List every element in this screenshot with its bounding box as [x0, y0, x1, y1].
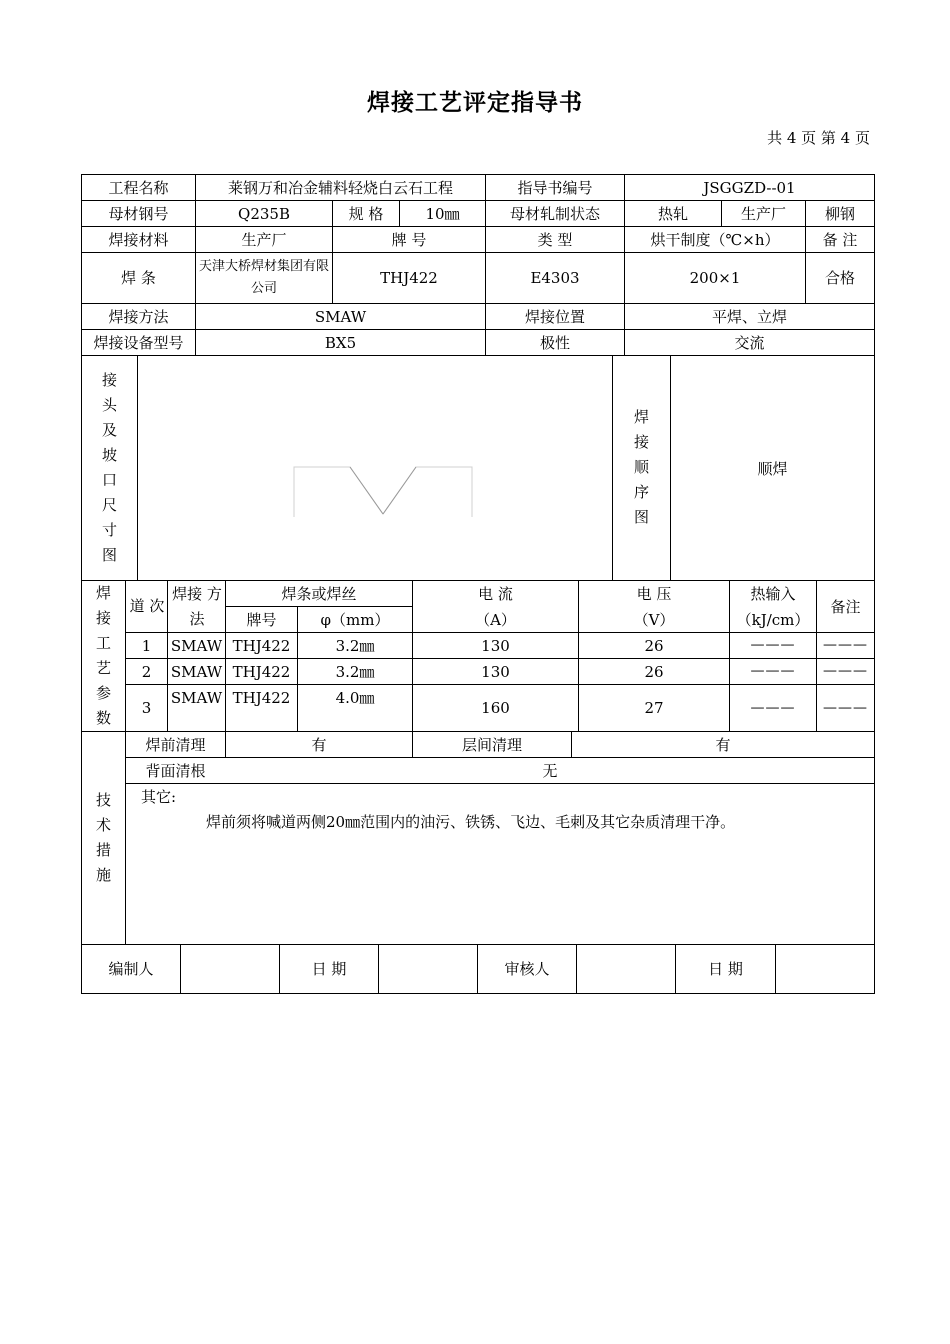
equipment-value: BX5	[324, 333, 357, 352]
col-method: 焊接 方法	[172, 584, 222, 628]
back-gouge-value: 无	[542, 761, 558, 780]
col-drying: 烘干制度（℃×h）	[650, 230, 780, 249]
joint-label-char: 坡	[101, 446, 117, 464]
measures-label-char: 施	[95, 866, 111, 884]
pass-cell: 1	[141, 636, 152, 655]
pass-cell: 3	[141, 699, 152, 717]
remark-cell: ———	[823, 699, 868, 716]
brand-cell: THJ422	[232, 688, 291, 707]
joint-label-char: 寸	[101, 521, 117, 539]
spec-label: 规 格	[348, 204, 384, 223]
row-divider	[125, 783, 875, 784]
voltage-cell: 26	[644, 636, 664, 655]
diameter-cell: 3.2㎜	[335, 662, 375, 681]
method-value: SMAW	[314, 307, 367, 326]
diameter-cell: 3.2㎜	[335, 636, 375, 655]
pass-cell: 2	[141, 662, 152, 681]
params-label-char: 艺	[95, 659, 111, 677]
roll-state-value: 热轧	[657, 204, 688, 223]
measures-label	[82, 788, 125, 888]
heat-cell: ———	[750, 663, 796, 680]
diameter-cell: 4.0㎜	[335, 688, 375, 707]
current-cell: 130	[481, 662, 510, 681]
other-label: 其它:	[141, 788, 177, 806]
editor-field[interactable]	[181, 945, 279, 993]
sequence-label-char: 图	[633, 508, 649, 526]
params-label-char: 数	[95, 709, 111, 727]
interpass-label: 层间清理	[461, 735, 522, 754]
current-cell: 130	[481, 636, 510, 655]
col-diameter: φ（mm）	[320, 610, 390, 629]
heat-cell: ———	[750, 637, 796, 654]
col-type: 类 型	[537, 230, 573, 249]
sequence-label-char: 接	[633, 433, 649, 451]
col-manufacturer: 生产厂	[241, 230, 287, 249]
remark-cell: ———	[823, 637, 868, 654]
materials-label: 焊接材料	[108, 230, 169, 249]
interpass-value: 有	[715, 735, 731, 754]
params-label-char: 工	[95, 634, 111, 652]
method-cell: SMAW	[170, 662, 223, 681]
base-steel-value: Q235B	[238, 204, 290, 223]
col-voltage-unit: （V）	[633, 610, 675, 629]
current-cell: 160	[481, 699, 510, 717]
joint-label	[82, 368, 137, 568]
col-current-unit: （A）	[475, 610, 516, 629]
manufacturer-value: 柳钢	[824, 204, 855, 223]
project-name-value: 莱钢万和冶金辅料轻烧白云石工程	[227, 178, 453, 197]
base-steel-label: 母材钢号	[108, 204, 169, 223]
params-label-char: 参	[95, 684, 111, 702]
table-border-bottom	[81, 993, 875, 994]
project-name-label: 工程名称	[108, 178, 169, 197]
equipment-label: 焊接设备型号	[93, 333, 184, 352]
joint-label-char: 尺	[101, 496, 117, 514]
other-text: 焊前须将喊道两侧20㎜范围内的油污、铁锈、飞边、毛刺及其它杂质清理干净。	[206, 813, 736, 831]
electrode-label: 焊 条	[121, 269, 156, 287]
sequence-label-char: 焊	[633, 408, 649, 426]
heat-cell: ———	[750, 699, 796, 716]
remark-cell: ———	[823, 663, 868, 680]
pre-clean-value: 有	[311, 735, 327, 754]
sequence-value: 顺焊	[757, 459, 788, 478]
polarity-value: 交流	[734, 333, 765, 352]
polarity-label: 极性	[539, 333, 570, 352]
method-cell: SMAW	[170, 688, 223, 707]
sequence-label-char: 序	[633, 483, 649, 501]
reviewer-label: 审核人	[504, 960, 550, 978]
roll-state-label: 母材轧制状态	[509, 204, 600, 223]
electrode-remark: 合格	[824, 269, 855, 287]
editor-label: 编制人	[108, 960, 154, 978]
joint-label-char: 头	[101, 396, 117, 414]
date2-label: 日 期	[708, 960, 743, 978]
voltage-cell: 27	[644, 699, 664, 717]
manufacturer-label: 生产厂	[740, 204, 786, 223]
pre-clean-label: 焊前清理	[145, 735, 206, 754]
reviewer-field[interactable]	[577, 945, 675, 993]
col-electrode-brand: 牌号	[246, 610, 277, 629]
col-pass: 道 次	[129, 597, 165, 615]
col-voltage: 电 压	[636, 584, 672, 603]
measures-label-char: 术	[95, 816, 111, 834]
date2-field[interactable]	[776, 945, 874, 993]
params-label-char: 焊	[95, 584, 111, 602]
method-cell: SMAW	[170, 636, 223, 655]
params-label	[82, 581, 125, 731]
brand-cell: THJ422	[232, 662, 291, 681]
page-info: 共 4 页 第 4 页	[767, 129, 870, 147]
electrode-drying: 200×1	[689, 269, 741, 287]
sequence-label	[613, 405, 670, 530]
measures-label-char: 技	[95, 791, 111, 809]
col-heat-unit: （kJ/cm）	[736, 610, 810, 629]
col-heat: 热输入	[750, 584, 796, 603]
voltage-cell: 26	[644, 662, 664, 681]
position-label: 焊接位置	[524, 307, 585, 326]
groove-diagram	[138, 356, 612, 580]
date-label: 日 期	[311, 960, 347, 978]
measures-label-char: 措	[95, 841, 111, 859]
electrode-type: E4303	[530, 269, 580, 287]
guide-no-value: JSGGZD--01	[703, 178, 796, 197]
col-electrode: 焊条或焊丝	[281, 584, 357, 603]
method-label: 焊接方法	[108, 307, 169, 326]
spec-value: 10㎜	[425, 204, 460, 223]
brand-cell: THJ422	[232, 636, 291, 655]
electrode-manufacturer: 天津大桥焊材集团有限公司	[198, 259, 329, 296]
back-gouge-label: 背面清根	[145, 761, 206, 780]
col-remark: 备 注	[822, 230, 858, 249]
joint-label-char: 口	[101, 471, 117, 489]
joint-label-char: 接	[101, 371, 117, 389]
params-label-char: 接	[95, 609, 111, 627]
guide-no-label: 指导书编号	[517, 178, 593, 197]
col-params-remark: 备注	[830, 597, 861, 616]
electrode-brand: THJ422	[380, 269, 438, 287]
table-border-right	[874, 174, 875, 993]
date-field[interactable]	[379, 945, 477, 993]
col-current: 电 流	[478, 584, 513, 603]
col-brand: 牌 号	[391, 230, 427, 249]
position-value: 平焊、立焊	[711, 307, 787, 326]
page-title: 焊接工艺评定指导书	[367, 89, 583, 116]
joint-label-char: 及	[101, 421, 117, 439]
sequence-label-char: 顺	[633, 458, 649, 476]
joint-label-char: 图	[101, 546, 117, 564]
